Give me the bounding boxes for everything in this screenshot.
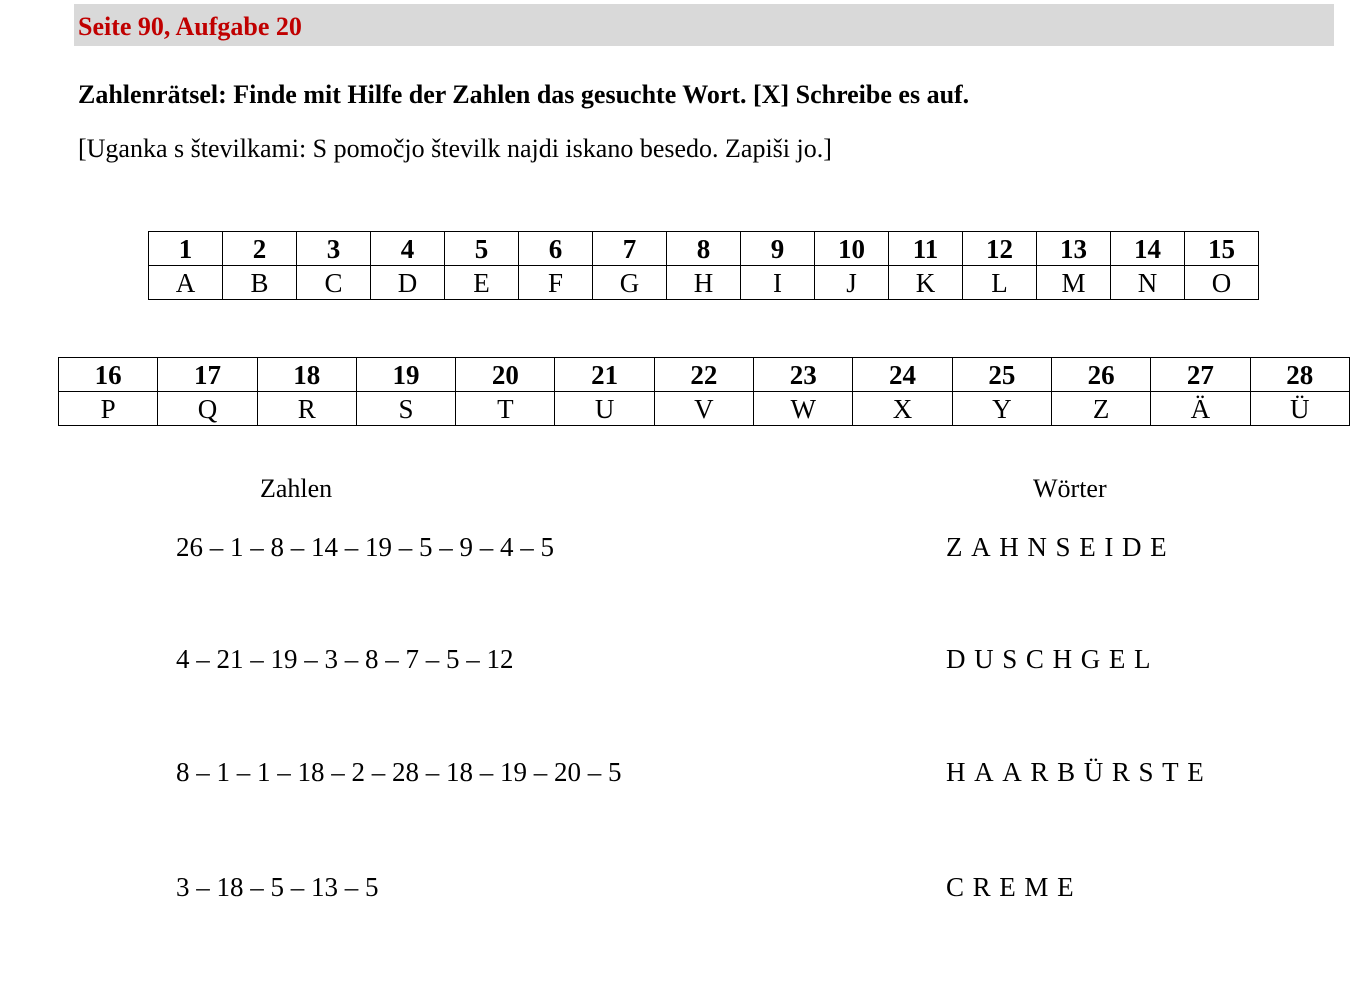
letter-cell: R [257,392,356,426]
number-sequence: 26 – 1 – 8 – 14 – 19 – 5 – 9 – 4 – 5 [176,532,554,562]
letter-cell: L [963,266,1037,300]
number-cell: 12 [963,232,1037,266]
letter-row [59,392,1350,426]
letter-cell: B [223,266,297,300]
number-cell: 14 [1111,232,1185,266]
letter-cell: P [59,392,158,426]
number-cell: 9 [741,232,815,266]
letter-cell: O [1185,266,1259,300]
number-cell: 11 [889,232,963,266]
solution-word: HAARBÜRSTE [946,757,1213,787]
letter-cell: I [741,266,815,300]
letter-cell: M [1037,266,1111,300]
letter-cell: Ä [1151,392,1250,426]
section-header [74,4,1334,46]
number-sequence: 3 – 18 – 5 – 13 – 5 [176,872,379,902]
number-cell: 22 [654,358,753,392]
number-cell: 3 [297,232,371,266]
number-cell: 10 [815,232,889,266]
number-cell: 5 [445,232,519,266]
column-header-numbers: Zahlen [260,474,333,503]
letter-cell: W [754,392,853,426]
letter-cell: E [445,266,519,300]
alphabet-table-1 [148,231,1259,300]
number-cell: 28 [1250,358,1349,392]
alphabet-table-2 [58,357,1350,426]
letter-cell: A [149,266,223,300]
letter-cell: U [555,392,654,426]
solution-word: CREME [946,872,1083,902]
letter-cell: S [356,392,455,426]
letter-cell: D [371,266,445,300]
number-cell: 21 [555,358,654,392]
number-cell: 24 [853,358,952,392]
column-header-words: Wörter [1033,474,1107,503]
number-cell: 17 [158,358,257,392]
number-row [59,358,1350,392]
letter-row [149,266,1259,300]
letter-cell: Q [158,392,257,426]
number-cell: 13 [1037,232,1111,266]
number-cell: 8 [667,232,741,266]
number-cell: 15 [1185,232,1259,266]
solution-word: DUSCHGEL [946,644,1160,674]
number-cell: 25 [952,358,1051,392]
letter-cell: J [815,266,889,300]
number-cell: 20 [456,358,555,392]
letter-cell: V [654,392,753,426]
number-sequence: 4 – 21 – 19 – 3 – 8 – 7 – 5 – 12 [176,644,514,674]
letter-cell: K [889,266,963,300]
number-sequence: 8 – 1 – 1 – 18 – 2 – 28 – 18 – 19 – 20 – 5 [176,757,622,787]
number-cell: 26 [1051,358,1150,392]
number-cell: 6 [519,232,593,266]
number-cell: 4 [371,232,445,266]
letter-cell: F [519,266,593,300]
number-cell: 1 [149,232,223,266]
task-instruction: Zahlenrätsel: Finde mit Hilfe der Zahlen das gesuchte Wort. [X] Schreibe es auf. [78,80,970,109]
number-cell: 19 [356,358,455,392]
letter-cell: G [593,266,667,300]
letter-cell: T [456,392,555,426]
letter-cell: Z [1051,392,1150,426]
letter-cell: N [1111,266,1185,300]
task-translation: [Uganka s številkami: S pomočjo številk najdi iskano besedo. Zapiši jo.] [78,134,832,163]
number-cell: 23 [754,358,853,392]
letter-cell: Ü [1250,392,1349,426]
number-cell: 16 [59,358,158,392]
number-cell: 18 [257,358,356,392]
letter-cell: H [667,266,741,300]
letter-cell: Y [952,392,1051,426]
letter-cell: X [853,392,952,426]
number-cell: 7 [593,232,667,266]
number-cell: 27 [1151,358,1250,392]
number-cell: 2 [223,232,297,266]
letter-cell: C [297,266,371,300]
solution-word: ZAHNSEIDE [946,532,1176,562]
section-title: Seite 90, Aufgabe 20 [78,12,302,41]
number-row [149,232,1259,266]
